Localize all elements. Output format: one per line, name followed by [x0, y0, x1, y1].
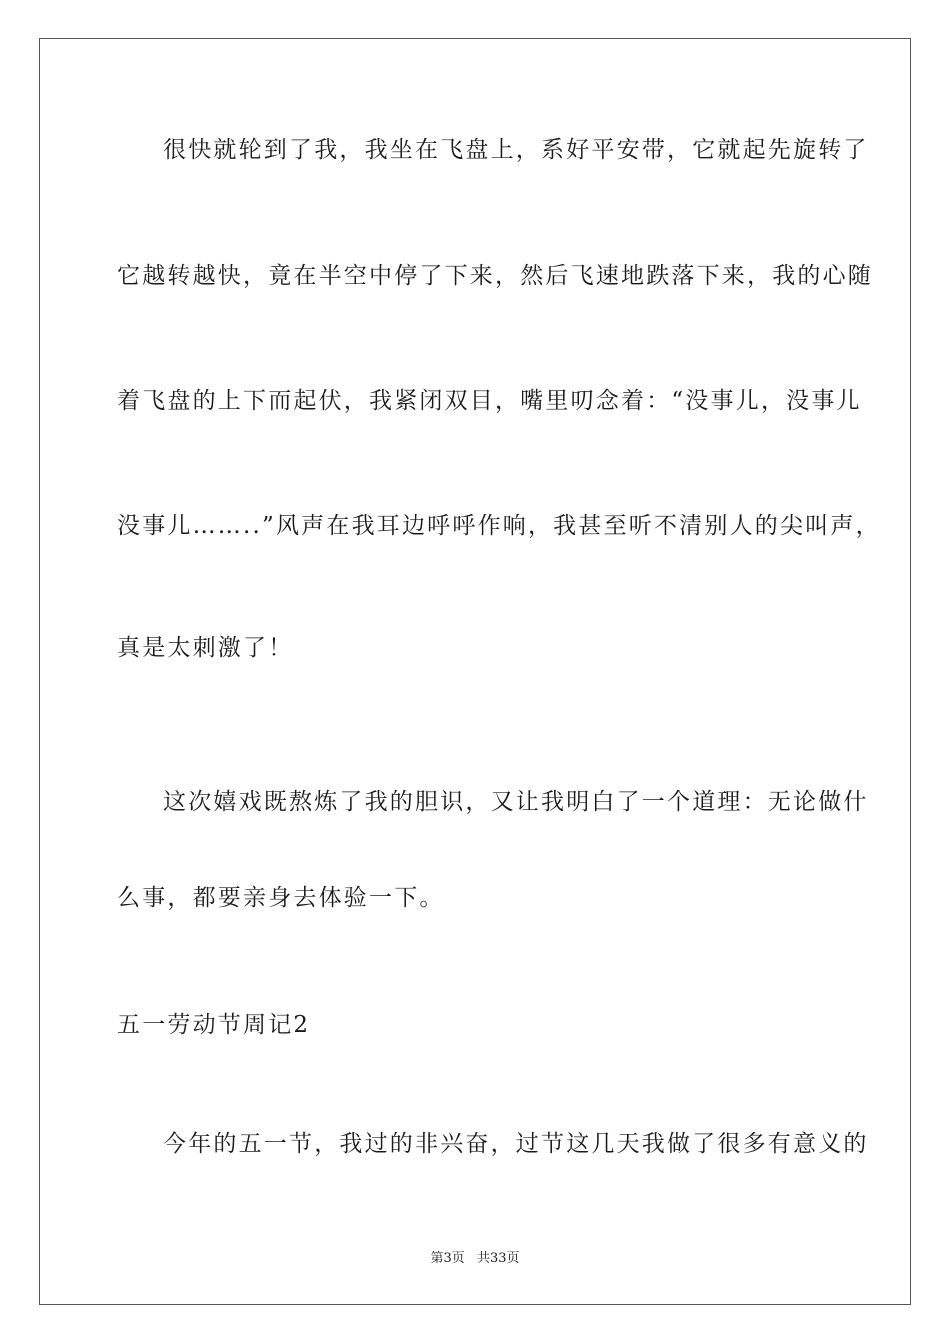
- paragraph-line: 着飞盘的上下而起伏，我紧闭双目，嘴里叨念着：“没事儿，没事儿: [117, 388, 862, 414]
- page-frame: [39, 38, 911, 1305]
- page-total: 共33页: [476, 1251, 520, 1266]
- paragraph-line: 很快就轮到了我，我坐在飞盘上，系好平安带，它就起先旋转了: [163, 137, 869, 163]
- paragraph-line: 今年的五一节，我过的非兴奋，过节这几天我做了很多有意义的: [163, 1131, 869, 1157]
- page-footer: [0, 1247, 950, 1266]
- paragraph-line: 这次嬉戏既熬炼了我的胆识，又让我明白了一个道理：无论做什: [163, 789, 869, 815]
- paragraph-line: 么事，都要亲身去体验一下。: [117, 885, 445, 911]
- paragraph-line: 没事儿……..”风声在我耳边呼呼作响，我甚至听不清别人的尖叫声，: [117, 513, 881, 539]
- page-number: 第3页: [430, 1251, 465, 1266]
- paragraph-line: 真是太刺激了！: [117, 635, 294, 661]
- paragraph-line: 它越转越快，竟在半空中停了下来，然后飞速地跌落下来，我的心随: [117, 263, 873, 289]
- section-heading: 五一劳动节周记2: [117, 1012, 311, 1038]
